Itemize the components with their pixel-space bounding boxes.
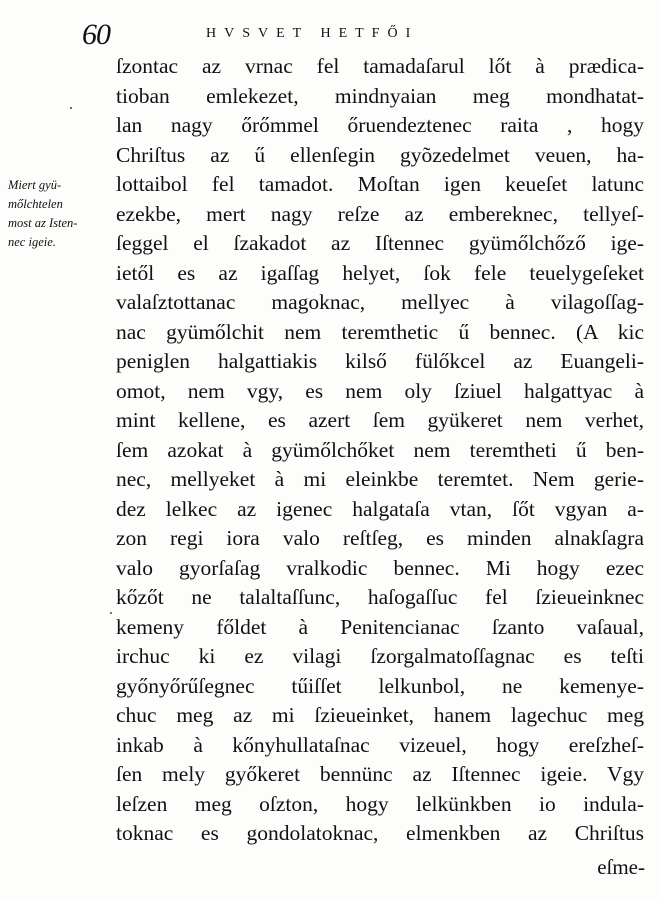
text-line: irchuc ki ez vilagi ſzorgalmatoſſagnac es teſti	[116, 644, 644, 668]
text-line: ſem azokat à gyümőlchőket nem teremtheti ű ben-	[116, 437, 644, 462]
text-line: Chriſtus az ű ellenſegin gyõzedelmet veuen, ha-	[116, 142, 644, 167]
text-line: ſeggel el ſzakadot az Iſtennec gyümőlchőző ige-	[116, 231, 644, 255]
text-line: kőzőt ne talaltaſſunc, haſogaſſuc fel ſzieueinknec	[116, 585, 644, 609]
text-line: omot, nem vgy, es nem oly ſziuel halgattyac à	[116, 378, 644, 403]
ink-speck	[70, 107, 72, 109]
text-line: peniglen halgattiakis kilső fülőkcel az Euangeli-	[116, 349, 644, 373]
text-line: mint kellene, es azert ſem gyükeret nem verhet,	[116, 408, 644, 432]
catchword: eſme-	[597, 855, 645, 879]
marginal-note	[8, 176, 116, 252]
marginal-note-line: Miert gyü-	[8, 178, 62, 192]
text-line: leſzen meg oſzton, hogy lelkünkben io indula-	[116, 791, 644, 816]
text-line: nac gyümőlchit nem teremthetic ű bennec. (A kic	[116, 319, 644, 344]
text-line: ietől es az igaſſag helyet, ſok fele teuelygeſeket	[116, 260, 644, 285]
text-line: valo gyorſaſag vralkodic bennec. Mi hogy ezec	[116, 555, 644, 580]
marginal-note-line: most az Isten-	[8, 216, 78, 230]
marginal-note-line: nec igeie.	[8, 235, 56, 249]
running-head: HVSVET HETFŐI	[206, 26, 419, 41]
ink-speck	[110, 612, 112, 614]
text-line: lottaibol fel tamadot. Moſtan igen keueſet latunc	[116, 172, 644, 196]
text-line: zon regi iora valo reſtſeg, es minden alnakſagra	[116, 526, 644, 550]
body-text	[116, 52, 644, 849]
text-line: ſzontac az vrnac fel tamadaſarul lőt à prædica-	[116, 54, 644, 78]
text-line: inkab à kőnyhullataſnac vizeuel, hogy ereſzheſ-	[116, 732, 644, 757]
text-line: lan nagy őrőmmel őruendeztenec raita , hogy	[116, 113, 644, 137]
text-line: kemeny főldet à Penitencianac ſzanto vaſaual,	[116, 614, 644, 639]
text-line: ezekbe, mert nagy reſze az embereknec, tellyeſ-	[116, 201, 644, 226]
text-line: valaſztottanac magoknac, mellyec à vilagoſſag-	[116, 290, 644, 314]
text-line: győnyőrűſegnec tűiſſet lelkunbol, ne kemenye-	[116, 673, 644, 698]
marginal-note-line: mőlchtelen	[8, 197, 63, 211]
text-line: nec, mellyeket à mi eleinkbe teremtet. Nem gerie-	[116, 467, 644, 491]
text-line: chuc meg az mi ſzieueinket, hanem lagechuc meg	[116, 703, 644, 727]
page-number: 60	[82, 18, 110, 51]
text-line: tioban emlekezet, mindnyaian meg mondhatat-	[116, 83, 644, 108]
text-line: toknac es gondolatoknac, elmenkben az Chriſtus	[116, 821, 644, 845]
text-line: ſen mely győkeret bennünc az Iſtennec igeie. Vgy	[116, 762, 644, 786]
text-line: dez lelkec az igenec halgataſa vtan, ſőt vgyan a-	[116, 496, 644, 521]
